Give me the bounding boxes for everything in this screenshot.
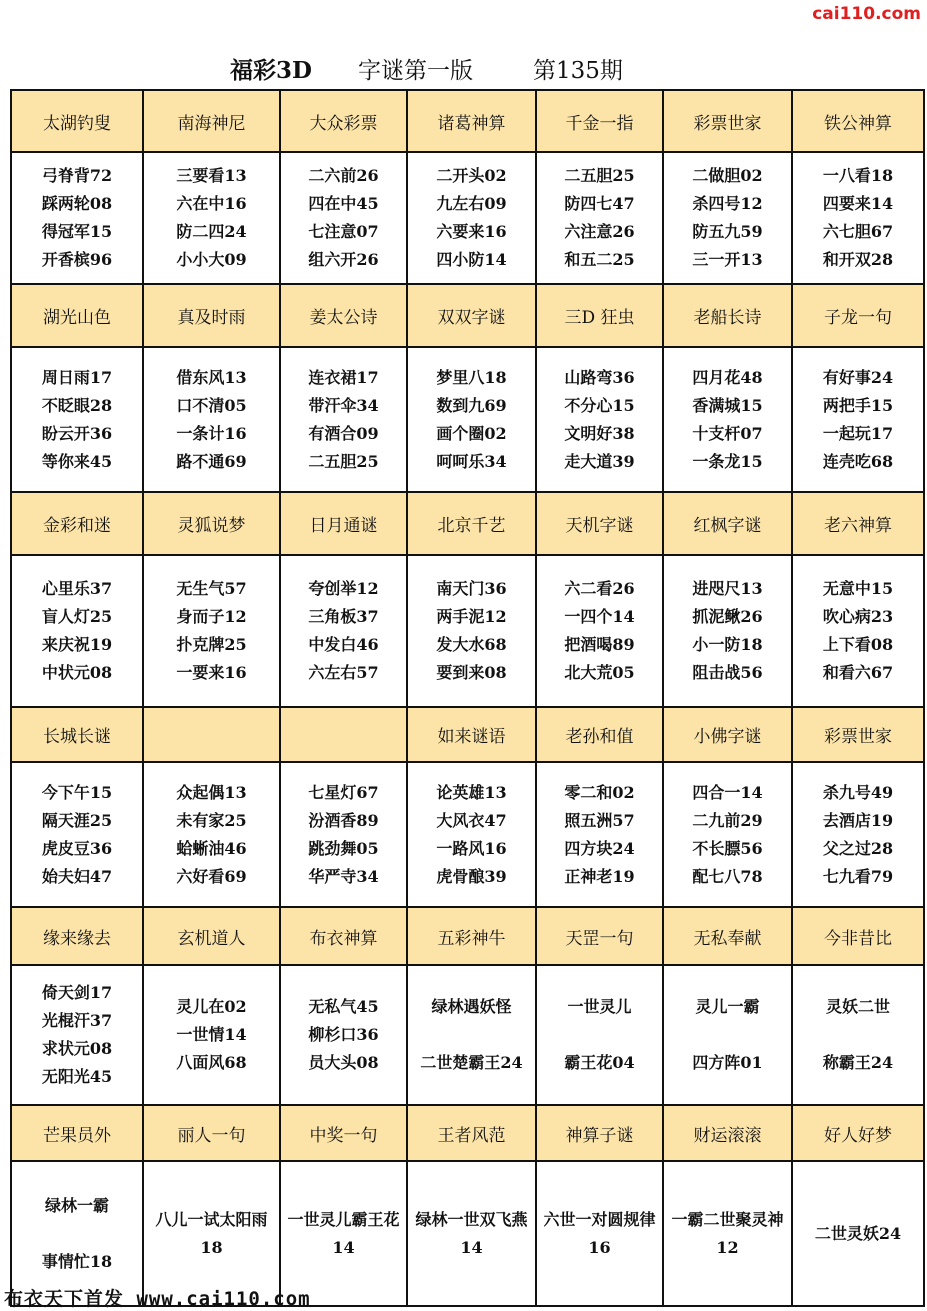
riddle-line: 去酒店19 bbox=[822, 810, 894, 830]
riddle-line: 和五二25 bbox=[564, 250, 635, 269]
riddle-line: 借东风13 bbox=[176, 367, 247, 387]
riddle-line: 虎骨酿39 bbox=[436, 866, 507, 886]
riddle-line: 无私气45 bbox=[308, 997, 379, 1016]
riddle-line: 把酒喝89 bbox=[564, 635, 635, 654]
riddle-line: 开香槟96 bbox=[41, 250, 113, 269]
riddle-cell bbox=[280, 555, 407, 707]
riddle-line: 一八看18 bbox=[822, 166, 894, 185]
riddle-row bbox=[11, 152, 924, 284]
riddle-line: 众起偶13 bbox=[176, 782, 247, 802]
riddle-line: 四要来14 bbox=[822, 194, 894, 213]
riddle-line: 照五洲57 bbox=[564, 810, 635, 830]
riddle-cell bbox=[11, 347, 143, 492]
riddle-line: 今下午15 bbox=[41, 782, 113, 802]
riddle-cell bbox=[11, 762, 143, 907]
riddle-line: 二九前29 bbox=[692, 810, 763, 830]
riddle-line: 员大头08 bbox=[308, 1053, 379, 1072]
page-title bbox=[0, 52, 860, 88]
riddle-line: 华严寺34 bbox=[308, 866, 379, 886]
riddle-line: 发大水68 bbox=[436, 635, 507, 654]
riddle-line: 梦里八18 bbox=[436, 367, 507, 387]
riddle-line: 等你来45 bbox=[41, 451, 113, 471]
riddle-line: 二六前26 bbox=[308, 166, 379, 185]
riddle-line: 进咫尺13 bbox=[692, 579, 763, 598]
riddle-line: 二五胆25 bbox=[564, 166, 635, 185]
header-row bbox=[11, 90, 924, 152]
column-author-header: 小佛字谜 bbox=[663, 707, 792, 762]
column-author-header: 真及时雨 bbox=[143, 284, 280, 347]
riddle-line: 零二和02 bbox=[564, 782, 635, 802]
site-watermark-bottom[interactable]: 布衣天下首发 www.cai110.com bbox=[4, 1288, 311, 1310]
riddle-cell bbox=[663, 762, 792, 907]
riddle-line: 六世一对圆规律16 bbox=[543, 1209, 656, 1257]
riddle-cell bbox=[407, 555, 536, 707]
riddle-line: 防五九59 bbox=[692, 222, 763, 241]
riddle-line: 绿林一世双飞燕14 bbox=[415, 1209, 528, 1257]
riddle-cell bbox=[663, 555, 792, 707]
riddle-line: 始夫妇47 bbox=[41, 866, 113, 886]
riddle-line: 两手泥12 bbox=[436, 607, 507, 626]
column-author-header: 铁公神算 bbox=[792, 90, 924, 152]
column-author-header: 中奖一句 bbox=[280, 1105, 407, 1161]
riddle-cell bbox=[663, 347, 792, 492]
blank-line bbox=[12, 1220, 142, 1248]
column-author-header: 金彩和迷 bbox=[11, 492, 143, 555]
title-lottery: 福彩3D bbox=[230, 57, 312, 84]
riddle-line: 六好看69 bbox=[176, 866, 247, 886]
riddle-cell bbox=[792, 152, 924, 284]
riddle-cell bbox=[792, 965, 924, 1105]
riddle-line: 弓脊背72 bbox=[41, 166, 113, 185]
column-author-header: 王者风范 bbox=[407, 1105, 536, 1161]
riddle-line: 一路风16 bbox=[436, 838, 507, 858]
riddle-cell bbox=[407, 965, 536, 1105]
riddle-line: 数到九69 bbox=[436, 395, 507, 415]
riddle-line: 光棍汗37 bbox=[41, 1011, 113, 1030]
riddle-line: 身而子12 bbox=[176, 607, 247, 626]
riddle-cell bbox=[11, 965, 143, 1105]
riddle-line: 口不清05 bbox=[176, 395, 247, 415]
riddle-line: 无意中15 bbox=[822, 579, 894, 598]
riddle-line: 杀九号49 bbox=[822, 782, 894, 802]
riddle-line: 和开双28 bbox=[822, 250, 894, 269]
riddle-line: 灵妖二世 bbox=[825, 997, 890, 1016]
column-author-header: 彩票世家 bbox=[663, 90, 792, 152]
riddle-line: 七注意07 bbox=[308, 222, 379, 241]
riddle-line: 事情忙18 bbox=[41, 1251, 113, 1271]
riddle-line: 防二四24 bbox=[176, 222, 247, 241]
riddle-line: 正神老19 bbox=[564, 866, 635, 886]
riddle-line: 二世楚霸王24 bbox=[420, 1053, 523, 1072]
riddle-line: 杀四号12 bbox=[692, 194, 763, 213]
riddle-line: 路不通69 bbox=[176, 451, 247, 471]
title-edition: 字谜第一版 bbox=[358, 58, 473, 84]
riddle-line: 一起玩17 bbox=[822, 423, 894, 443]
riddle-line: 论英雄13 bbox=[436, 782, 507, 802]
riddle-cell bbox=[11, 555, 143, 707]
riddle-line: 灵儿在02 bbox=[176, 997, 247, 1016]
riddle-line: 不分心15 bbox=[564, 395, 635, 415]
header-row bbox=[11, 492, 924, 555]
riddle-line: 未有家25 bbox=[176, 810, 247, 830]
column-author-header: 子龙一句 bbox=[792, 284, 924, 347]
riddle-line: 来庆祝19 bbox=[41, 635, 113, 654]
riddle-line: 和看六67 bbox=[822, 663, 894, 682]
header-row bbox=[11, 284, 924, 347]
riddle-cell bbox=[407, 347, 536, 492]
riddle-line: 带汗伞34 bbox=[308, 395, 379, 415]
blank-line bbox=[408, 1021, 535, 1049]
riddle-line: 二做胆02 bbox=[692, 166, 763, 185]
riddle-cell bbox=[280, 152, 407, 284]
riddle-cell bbox=[663, 152, 792, 284]
riddle-line: 一霸二世聚灵神12 bbox=[671, 1209, 784, 1257]
riddle-line: 四小防14 bbox=[436, 250, 507, 269]
riddle-line: 吹心病23 bbox=[822, 607, 894, 626]
riddle-line: 夸创举12 bbox=[308, 579, 379, 598]
header-row bbox=[11, 1105, 924, 1161]
riddle-cell bbox=[280, 347, 407, 492]
riddle-line: 绿林遇妖怪 bbox=[431, 997, 512, 1016]
riddle-cell bbox=[792, 555, 924, 707]
riddle-line: 盼云开36 bbox=[41, 423, 113, 443]
riddle-line: 一要来16 bbox=[176, 663, 247, 682]
column-author-header: 好人好梦 bbox=[792, 1105, 924, 1161]
column-author-header: 老船长诗 bbox=[663, 284, 792, 347]
riddle-line: 无阳光45 bbox=[41, 1067, 113, 1086]
header-row bbox=[11, 907, 924, 965]
riddle-line: 无生气57 bbox=[176, 579, 247, 598]
riddle-cell bbox=[536, 347, 663, 492]
riddle-line: 四月花48 bbox=[692, 367, 763, 387]
riddle-row bbox=[11, 555, 924, 707]
column-author-header: 三D 狂虫 bbox=[536, 284, 663, 347]
site-watermark-top[interactable]: cai110.com bbox=[812, 4, 921, 24]
riddle-line: 走大道39 bbox=[564, 451, 635, 471]
blank-line bbox=[664, 1021, 791, 1049]
riddle-line: 配七八78 bbox=[692, 866, 763, 886]
riddle-cell bbox=[407, 1161, 536, 1306]
column-author-header: 姜太公诗 bbox=[280, 284, 407, 347]
riddle-line: 连衣裙17 bbox=[308, 367, 379, 387]
riddle-cell bbox=[536, 762, 663, 907]
riddle-line: 七九看79 bbox=[822, 866, 894, 886]
riddle-cell bbox=[143, 965, 280, 1105]
column-author-header: 今非昔比 bbox=[792, 907, 924, 965]
riddle-line: 二世灵妖24 bbox=[814, 1223, 902, 1243]
riddle-line: 周日雨17 bbox=[41, 367, 113, 387]
riddle-line: 一世灵儿 bbox=[567, 997, 632, 1016]
riddle-cell bbox=[11, 152, 143, 284]
riddle-line: 扑克牌25 bbox=[176, 635, 247, 654]
riddle-cell bbox=[280, 965, 407, 1105]
riddle-line: 组六开26 bbox=[308, 250, 379, 269]
riddle-line: 连壳吃68 bbox=[822, 451, 894, 471]
column-author-header: 长城长谜 bbox=[11, 707, 143, 762]
column-author-header: 老六神算 bbox=[792, 492, 924, 555]
riddle-cell bbox=[792, 762, 924, 907]
riddle-line: 蛤蜥油46 bbox=[176, 838, 247, 858]
riddle-row bbox=[11, 347, 924, 492]
riddle-line: 灵儿一霸 bbox=[695, 997, 760, 1016]
riddle-line: 汾酒香89 bbox=[308, 810, 379, 830]
column-author-header: 布衣神算 bbox=[280, 907, 407, 965]
riddle-line: 九左右09 bbox=[436, 194, 507, 213]
riddle-line: 三要看13 bbox=[176, 166, 247, 185]
riddle-cell bbox=[143, 555, 280, 707]
column-author-header: 彩票世家 bbox=[792, 707, 924, 762]
riddle-line: 六二看26 bbox=[564, 579, 635, 598]
riddle-line: 一条龙15 bbox=[692, 451, 763, 471]
riddle-cell bbox=[536, 965, 663, 1105]
riddle-cell bbox=[407, 152, 536, 284]
riddle-line: 得冠军15 bbox=[41, 222, 113, 241]
riddle-line: 六七胆67 bbox=[822, 222, 894, 241]
riddle-line: 山路弯36 bbox=[564, 367, 635, 387]
riddle-line: 抓泥鳅26 bbox=[692, 607, 763, 626]
riddle-cell bbox=[143, 347, 280, 492]
riddle-line: 中状元08 bbox=[41, 663, 113, 682]
blank-line bbox=[537, 1021, 662, 1049]
riddle-cell bbox=[143, 762, 280, 907]
blank-line bbox=[793, 1021, 923, 1049]
riddle-line: 一世灵儿霸王花14 bbox=[287, 1209, 400, 1257]
riddle-row bbox=[11, 965, 924, 1105]
title-issue: 第135期 bbox=[533, 58, 623, 84]
riddle-line: 一条计16 bbox=[176, 423, 247, 443]
column-author-header: 玄机道人 bbox=[143, 907, 280, 965]
riddle-grid bbox=[10, 89, 925, 1307]
column-author-header bbox=[280, 707, 407, 762]
riddle-row bbox=[11, 762, 924, 907]
riddle-line: 小小大09 bbox=[176, 250, 247, 269]
riddle-line: 心里乐37 bbox=[41, 579, 113, 598]
column-author-header: 芒果员外 bbox=[11, 1105, 143, 1161]
riddle-line: 阻击战56 bbox=[692, 663, 763, 682]
riddle-cell bbox=[143, 152, 280, 284]
riddle-line: 不长膘56 bbox=[692, 838, 763, 858]
riddle-line: 文明好38 bbox=[564, 423, 635, 443]
column-author-header: 无私奉献 bbox=[663, 907, 792, 965]
riddle-line: 南天门36 bbox=[436, 579, 507, 598]
riddle-line: 一世情14 bbox=[176, 1025, 247, 1044]
riddle-line: 七星灯67 bbox=[308, 782, 379, 802]
riddle-line: 六左右57 bbox=[308, 663, 379, 682]
riddle-line: 三一开13 bbox=[692, 250, 763, 269]
riddle-line: 虎皮豆36 bbox=[41, 838, 113, 858]
column-author-header: 太湖钓叟 bbox=[11, 90, 143, 152]
column-author-header: 大众彩票 bbox=[280, 90, 407, 152]
column-author-header: 千金一指 bbox=[536, 90, 663, 152]
column-author-header: 丽人一句 bbox=[143, 1105, 280, 1161]
column-author-header: 湖光山色 bbox=[11, 284, 143, 347]
riddle-line: 四方块24 bbox=[564, 838, 635, 858]
column-author-header: 灵狐说梦 bbox=[143, 492, 280, 555]
riddle-line: 不眨眼28 bbox=[41, 395, 113, 415]
riddle-line: 盲人灯25 bbox=[41, 607, 113, 626]
column-author-header: 诸葛神算 bbox=[407, 90, 536, 152]
riddle-cell bbox=[536, 555, 663, 707]
column-author-header bbox=[143, 707, 280, 762]
riddle-line: 大风衣47 bbox=[436, 810, 507, 830]
riddle-line: 六在中16 bbox=[176, 194, 247, 213]
riddle-line: 防四七47 bbox=[564, 194, 635, 213]
riddle-line: 四在中45 bbox=[308, 194, 379, 213]
riddle-cell bbox=[536, 152, 663, 284]
riddle-cell bbox=[280, 762, 407, 907]
riddle-cell bbox=[536, 1161, 663, 1306]
header-row bbox=[11, 707, 924, 762]
riddle-cell bbox=[407, 762, 536, 907]
riddle-line: 画个圈02 bbox=[436, 423, 507, 443]
riddle-line: 十支杆07 bbox=[692, 423, 763, 443]
column-author-header: 神算子谜 bbox=[536, 1105, 663, 1161]
riddle-line: 有酒合09 bbox=[308, 423, 379, 443]
column-author-header: 北京千艺 bbox=[407, 492, 536, 555]
riddle-cell bbox=[663, 1161, 792, 1306]
riddle-line: 二五胆25 bbox=[308, 451, 379, 471]
riddle-line: 求状元08 bbox=[41, 1039, 113, 1058]
column-author-header: 缘来缘去 bbox=[11, 907, 143, 965]
column-author-header: 南海神尼 bbox=[143, 90, 280, 152]
riddle-line: 二开头02 bbox=[436, 166, 507, 185]
riddle-line: 八儿一试太阳雨18 bbox=[155, 1209, 268, 1257]
column-author-header: 红枫字谜 bbox=[663, 492, 792, 555]
riddle-cell bbox=[792, 1161, 924, 1306]
riddle-line: 六要来16 bbox=[436, 222, 507, 241]
riddle-line: 父之过28 bbox=[822, 838, 894, 858]
riddle-line: 四合一14 bbox=[692, 782, 763, 802]
riddle-cell bbox=[792, 347, 924, 492]
riddle-line: 倚天剑17 bbox=[41, 983, 113, 1002]
column-author-header: 双双字谜 bbox=[407, 284, 536, 347]
riddle-line: 上下看08 bbox=[822, 635, 894, 654]
column-author-header: 老孙和值 bbox=[536, 707, 663, 762]
riddle-line: 两把手15 bbox=[822, 395, 894, 415]
riddle-line: 绿林一霸 bbox=[44, 1195, 109, 1215]
riddle-line: 有好事24 bbox=[822, 367, 894, 387]
column-author-header: 如来谜语 bbox=[407, 707, 536, 762]
riddle-line: 北大荒05 bbox=[564, 663, 635, 682]
riddle-line: 要到来08 bbox=[436, 663, 507, 682]
column-author-header: 日月通谜 bbox=[280, 492, 407, 555]
riddle-line: 隔天涯25 bbox=[41, 810, 113, 830]
riddle-line: 小一防18 bbox=[692, 635, 763, 654]
column-author-header: 财运滚滚 bbox=[663, 1105, 792, 1161]
riddle-cell bbox=[663, 965, 792, 1105]
riddle-line: 三角板37 bbox=[308, 607, 379, 626]
riddle-line: 柳杉口36 bbox=[308, 1025, 379, 1044]
riddle-line: 呵呵乐34 bbox=[436, 451, 507, 471]
riddle-line: 八面风68 bbox=[176, 1053, 247, 1072]
column-author-header: 五彩神牛 bbox=[407, 907, 536, 965]
riddle-line: 一四个14 bbox=[564, 607, 635, 626]
riddle-line: 称霸王24 bbox=[822, 1053, 894, 1072]
riddle-line: 中发白46 bbox=[308, 635, 379, 654]
riddle-line: 四方阵01 bbox=[692, 1053, 763, 1072]
riddle-line: 跳劲舞05 bbox=[308, 838, 379, 858]
riddle-line: 六注意26 bbox=[564, 222, 635, 241]
riddle-line: 踩两轮08 bbox=[41, 194, 113, 213]
column-author-header: 天罡一句 bbox=[536, 907, 663, 965]
riddle-line: 香满城15 bbox=[692, 395, 763, 415]
column-author-header: 天机字谜 bbox=[536, 492, 663, 555]
riddle-line: 霸王花04 bbox=[564, 1053, 635, 1072]
